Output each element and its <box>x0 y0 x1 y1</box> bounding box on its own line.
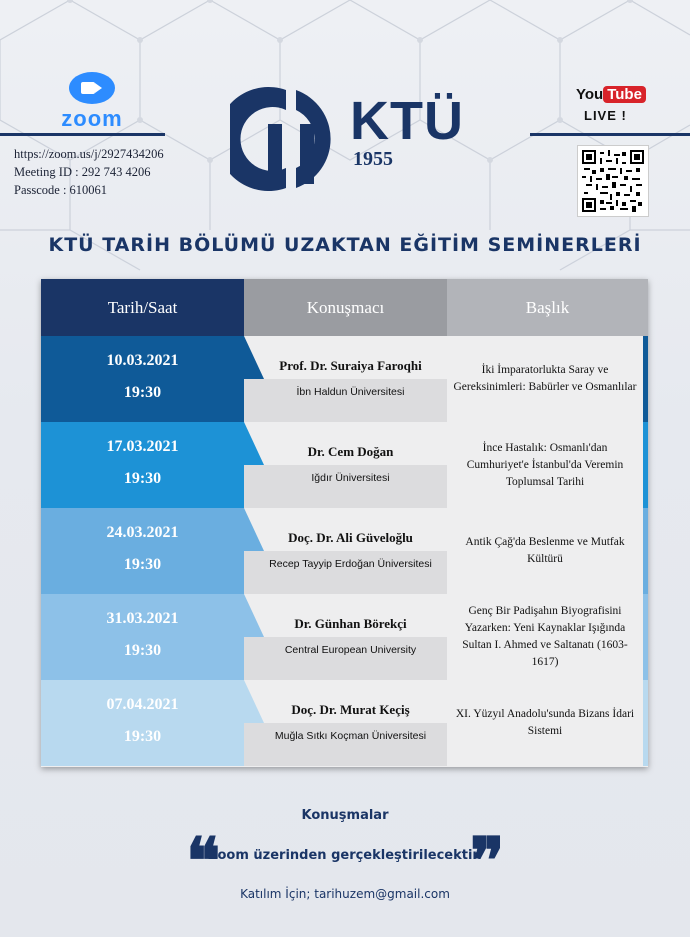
speaker-university: Central European University <box>284 644 417 656</box>
table-row <box>41 680 648 766</box>
speaker-university: Muğla Sıtkı Koçman Üniversitesi <box>274 730 427 742</box>
passcode-value: : 610061 <box>62 183 108 197</box>
meeting-id-value: 292 743 4206 <box>81 165 151 179</box>
speaker-cell <box>244 336 447 422</box>
footer-line-2: Zoom üzerinden gerçekleştirilecektir. <box>208 848 482 863</box>
table-row <box>41 594 648 680</box>
zoom-wordmark: zoom <box>61 106 123 131</box>
table-row <box>41 422 648 508</box>
footer-contact[interactable]: Katılım İçin; tarihuzem@gmail.com <box>240 887 450 901</box>
speaker-cell <box>244 508 447 594</box>
seminar-time: 19:30 <box>123 384 162 401</box>
close-quote-icon: ❞ <box>470 824 505 899</box>
seminar-table <box>41 279 648 767</box>
speaker-name: Doç. Dr. Ali Güveloğlu <box>288 530 413 545</box>
date-cell <box>41 422 244 508</box>
ktu-emblem-icon <box>230 84 350 194</box>
seminar-date: 24.03.2021 <box>106 524 179 541</box>
seminar-date: 31.03.2021 <box>106 610 179 627</box>
zoom-divider <box>0 133 165 136</box>
table-row <box>41 336 648 422</box>
passcode-label: Passcode <box>14 183 60 197</box>
header-speaker: Konuşmacı <box>244 279 447 336</box>
table-row <box>41 508 648 594</box>
ktu-logo <box>230 84 490 194</box>
open-quote-icon: ❝ <box>186 824 221 899</box>
zoom-url[interactable]: https://zoom.us/j/2927434206 <box>14 147 164 161</box>
seminar-time: 19:30 <box>123 728 162 745</box>
seminar-title: İnce Hastalık: Osmanlı'dan Cumhuriyet'e İstanbul'da Veremin Toplumsal Tarihi <box>466 441 624 488</box>
speaker-university: Recep Tayyip Erdoğan Üniversitesi <box>269 558 432 570</box>
date-cell <box>41 680 244 766</box>
table-header <box>41 279 648 336</box>
seminar-date: 07.04.2021 <box>106 696 179 713</box>
row-edge <box>643 336 648 422</box>
youtube-tube: Tube <box>603 86 646 103</box>
seminar-title: Genç Bir Padişahın Biyografisini Yazarken: Yeni Kaynaklar Işığında Sultan I. Ahmed ve Saltanatı (1603-1617) <box>462 605 628 668</box>
youtube-you: You <box>576 86 604 103</box>
seminar-date: 17.03.2021 <box>106 438 179 455</box>
zoom-passcode-row <box>14 181 164 199</box>
speaker-university: Iğdır Üniversitesi <box>311 472 390 484</box>
ktu-year: 1955 <box>353 148 393 170</box>
speaker-university: İbn Haldun Üniversitesi <box>296 386 405 398</box>
speaker-name: Dr. Cem Doğan <box>307 444 394 459</box>
zoom-meeting-info <box>14 145 164 199</box>
page-title: KTÜ TARİH BÖLÜMÜ UZAKTAN EĞİTİM SEMİNERLERİ <box>48 234 642 256</box>
youtube-live-label: LIVE ! <box>584 108 627 123</box>
seminar-date: 10.03.2021 <box>106 352 179 369</box>
zoom-camera-icon <box>69 72 115 104</box>
date-cell <box>41 336 244 422</box>
header-title: Başlık <box>447 279 648 336</box>
date-cell <box>41 594 244 680</box>
seminar-title: İki İmparatorlukta Saray ve Gereksinimleri: Babürler ve Osmanlılar <box>453 364 637 393</box>
qr-code-icon[interactable] <box>577 145 649 217</box>
youtube-logo <box>576 86 646 104</box>
speaker-cell <box>244 594 447 680</box>
speaker-cell <box>244 422 447 508</box>
seminar-time: 19:30 <box>123 470 162 487</box>
date-cell <box>41 508 244 594</box>
zoom-meeting-id-row <box>14 163 164 181</box>
speaker-name: Prof. Dr. Suraiya Faroqhi <box>279 358 422 373</box>
seminar-title: XI. Yüzyıl Anadolu'sunda Bizans İdari Sistemi <box>455 708 635 737</box>
ktu-wordmark: KTÜ <box>350 91 464 151</box>
row-edge <box>643 422 648 508</box>
meeting-id-label: Meeting ID : <box>14 165 79 179</box>
header-date-time: Tarih/Saat <box>41 279 244 336</box>
footer-line-1: Konuşmalar <box>301 808 389 823</box>
speaker-name: Dr. Günhan Börekçi <box>294 616 407 631</box>
row-edge <box>643 680 648 766</box>
speaker-name: Doç. Dr. Murat Keçiş <box>291 702 410 717</box>
seminar-title: Antik Çağ'da Beslenme ve Mutfak Kültürü <box>465 536 625 565</box>
row-edge <box>643 594 648 680</box>
seminar-time: 19:30 <box>123 642 162 659</box>
youtube-divider <box>530 133 690 136</box>
row-edge <box>643 508 648 594</box>
seminar-time: 19:30 <box>123 556 162 573</box>
speaker-cell <box>244 680 447 766</box>
zoom-logo <box>46 72 138 132</box>
